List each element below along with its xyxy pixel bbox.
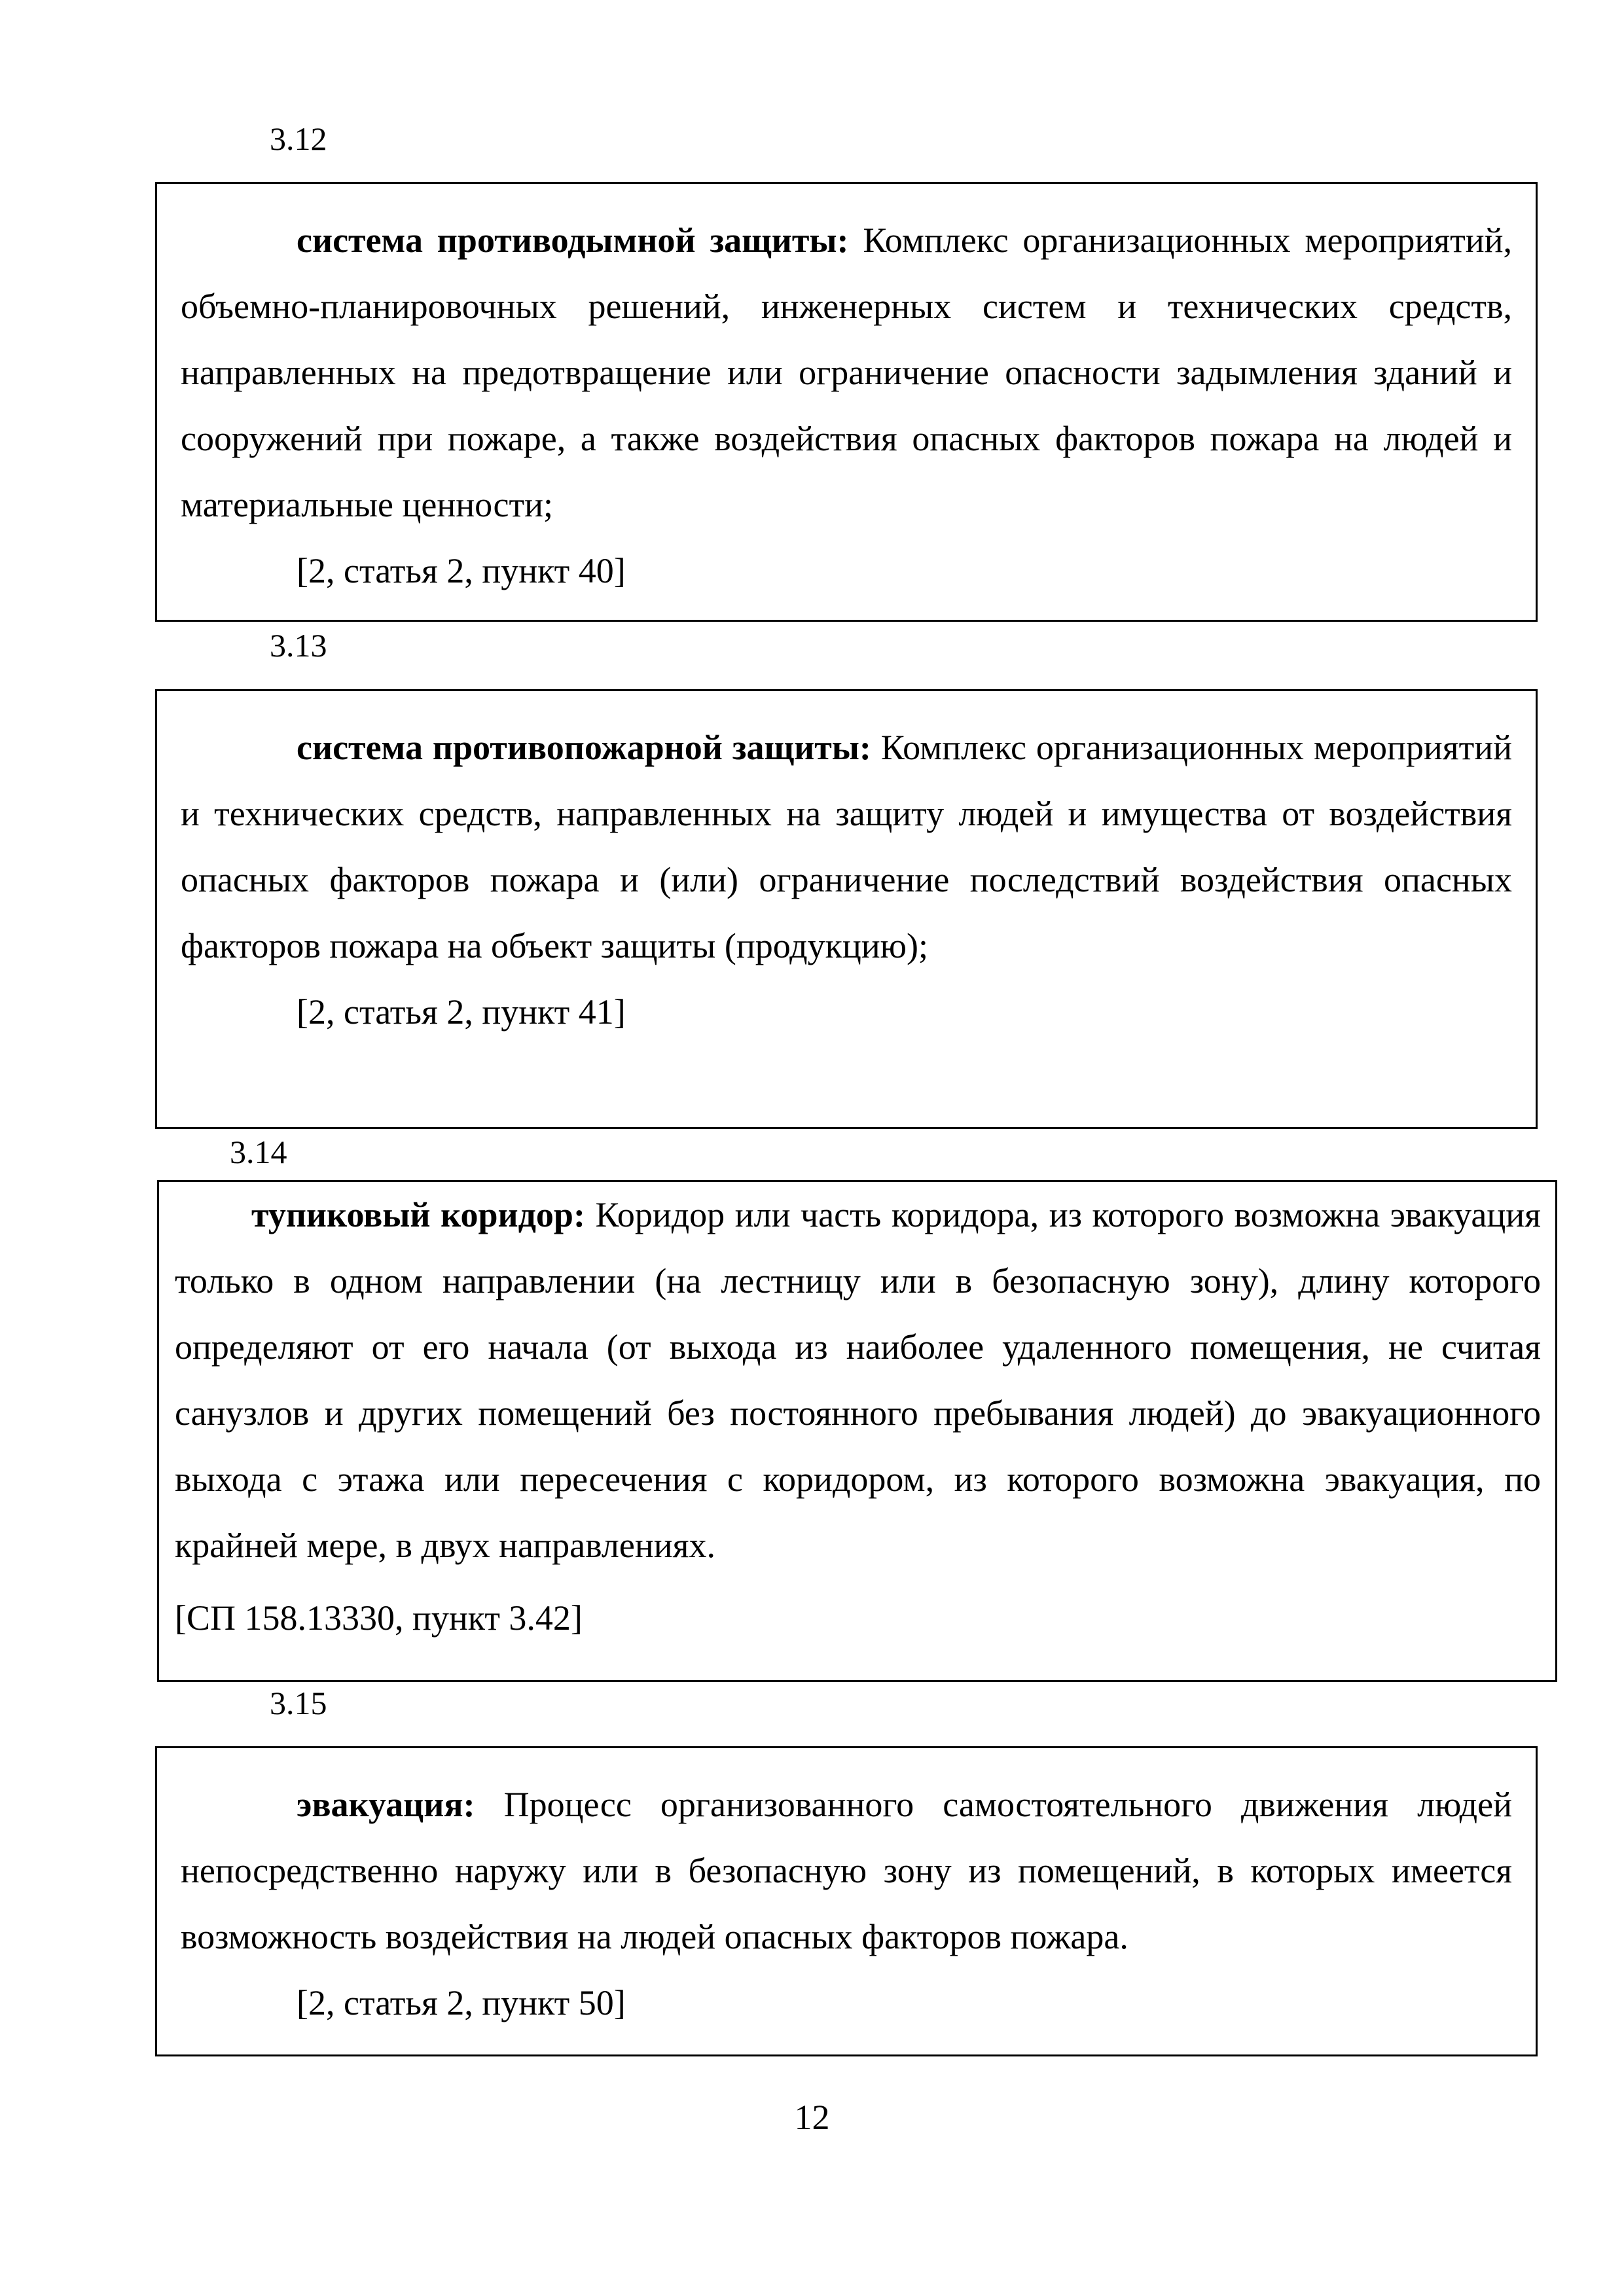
definition-box — [155, 182, 1538, 622]
reference: [2, статья 2, пункт 41] — [297, 992, 626, 1031]
reference: [2, статья 2, пункт 50] — [297, 1983, 626, 2022]
entry-number: 3.15 — [270, 1685, 327, 1721]
definition: Процесс организованного самостоятельного движения людей непосредственно наружу или в безопасную зону из помещений, в которых имеется возможность воздействия на людей опасных факторов пожара. — [181, 1785, 1512, 1956]
definition-text — [175, 1182, 1541, 1579]
reference: [2, статья 2, пункт 40] — [297, 551, 626, 590]
page-number: 12 — [794, 2098, 830, 2137]
entry-number: 3.12 — [270, 120, 327, 157]
entry-number: 3.14 — [230, 1134, 287, 1170]
reference: [СП 158.13330, пункт 3.42] — [175, 1598, 583, 1638]
term: эвакуация: — [297, 1785, 475, 1824]
definition: Комплекс организационных мероприятий, объемно-планировочных решений, инженерных систем и технических средств, направленных на предотвращение или ограничение опасности задымления зданий и сооружений при пожаре, а также воздействия опасных факторов пожара на людей и материальные ценности; — [181, 221, 1512, 524]
definition-box — [155, 689, 1538, 1129]
definition-text — [181, 207, 1512, 538]
definition-box — [155, 1746, 1538, 2056]
definition: Коридор или часть коридора, из которого возможна эвакуация только в одном направлении (на лестницу или в безопасную зону), длину которого определяют от его начала (от выхода из наиболее удаленного помещения, не считая санузлов и других помещений без постоянного пребывания людей) до эвакуационного выхода с этажа или пересечения с коридором, из которого возможна эвакуация, по крайней мере, в двух направлениях. — [175, 1195, 1541, 1565]
entry-number: 3.13 — [270, 627, 327, 664]
definition-text — [181, 715, 1512, 979]
term: система противопожарной защиты: — [297, 728, 871, 767]
term: система противодымной защиты: — [297, 221, 849, 260]
term: тупиковый коридор: — [251, 1195, 585, 1234]
definition-box — [157, 1180, 1557, 1682]
definition-text — [181, 1772, 1512, 1970]
definition: Комплекс организационных мероприятий и технических средств, направленных на защиту людей и имущества от воздействия опасных факторов пожара и (или) ограничение последствий воздействия опасных факторов пожара на объект защиты (продукцию); — [181, 728, 1513, 965]
